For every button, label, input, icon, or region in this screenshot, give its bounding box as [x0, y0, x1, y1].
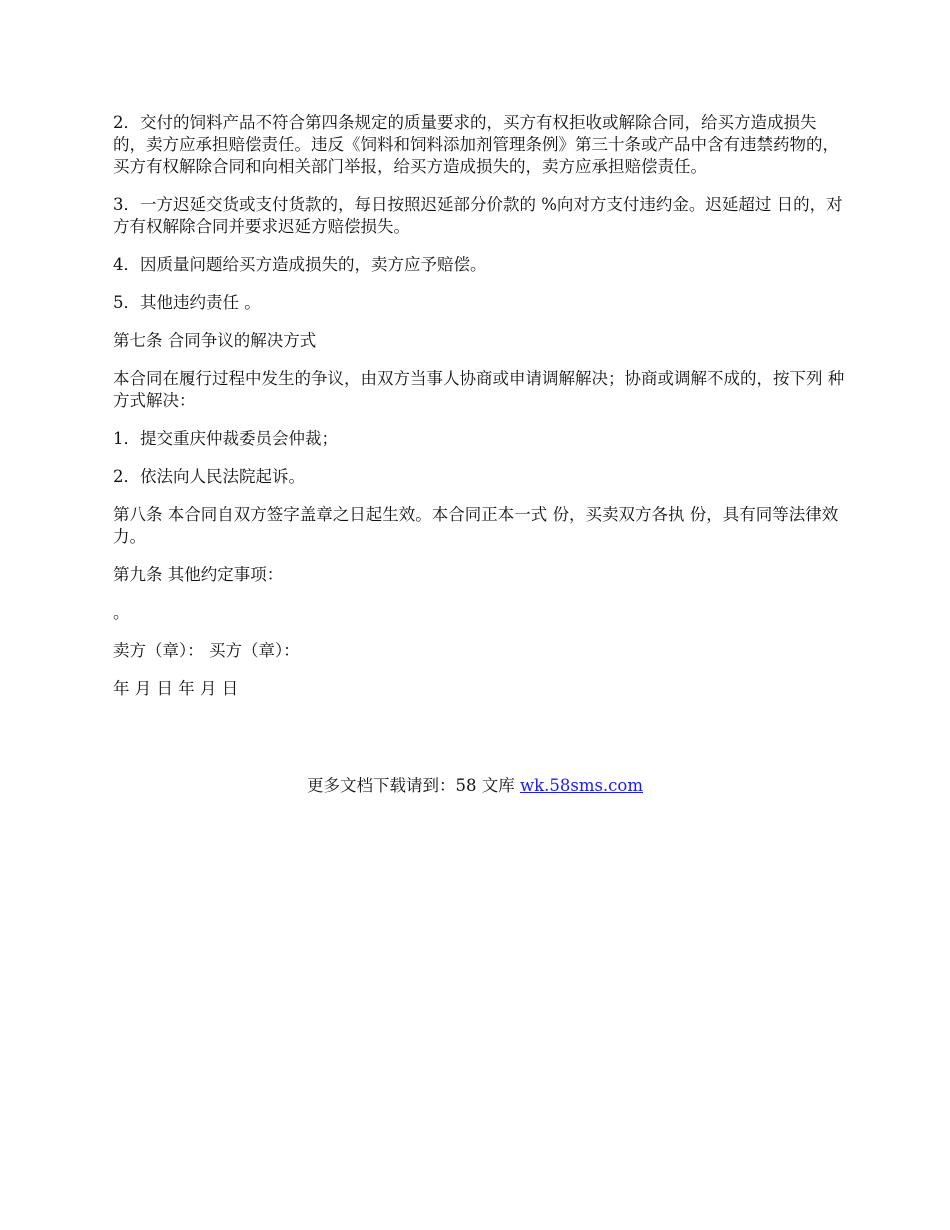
- clause-paragraph: 本合同在履行过程中发生的争议，由双方当事人协商或申请调解解决；协商或调解不成的，按下列 种方式解决：: [113, 369, 845, 410]
- footer-prefix: 更多文档下载请到：58 文库: [306, 776, 520, 795]
- clause-paragraph: 1．提交重庆仲裁委员会仲裁；: [113, 429, 338, 448]
- signature-line: 卖方（章）： 买方（章）：: [113, 641, 300, 660]
- clause-paragraph: 5．其他违约责任 。: [113, 293, 261, 312]
- clause-paragraph: 4．因质量问题给买方造成损失的，卖方应予赔偿。: [113, 255, 487, 274]
- document-body: [113, 112, 848, 716]
- clause-paragraph: 3．一方迟延交货或支付货款的，每日按照迟延部分价款的 %向对方支付违约金。迟延超过 日的，对方有权解除合同并要求迟延方赔偿损失。: [113, 195, 843, 236]
- blank-terms-line: 。: [113, 603, 130, 622]
- clause-paragraph: 2．交付的饲料产品不符合第四条规定的质量要求的，买方有权拒收或解除合同，给买方造成损失的，卖方应承担赔偿责任。违反《饲料和饲料添加剂管理条例》第三十条或产品中含有违禁药物的，买方有权解除合同和向相关部门举报，给买方造成损失的，卖方应承担赔偿责任。: [113, 113, 839, 176]
- footer-link[interactable]: wk.58sms.com: [519, 776, 643, 795]
- section-heading: 第七条 合同争议的解决方式: [113, 331, 317, 350]
- date-line: 年 月 日 年 月 日: [113, 679, 239, 698]
- download-footer: [0, 775, 950, 797]
- clause-paragraph: 第九条 其他约定事项：: [113, 565, 284, 584]
- clause-paragraph: 第八条 本合同自双方签字盖章之日起生效。本合同正本一式 份，买卖双方各执 份，具有同等法律效力。: [113, 505, 839, 546]
- clause-paragraph: 2．依法向人民法院起诉。: [113, 467, 305, 486]
